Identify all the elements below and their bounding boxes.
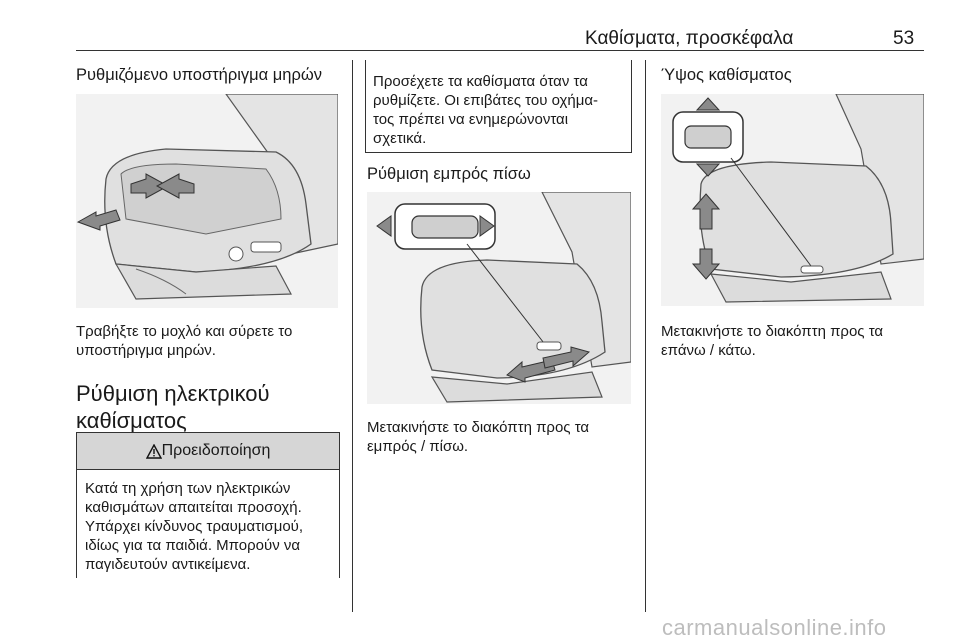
warning-line: παγιδευτούν αντικείμενα. — [85, 556, 251, 573]
caption-line: υποστήριγμα μηρών. — [76, 342, 216, 359]
fore-aft-figure — [367, 192, 631, 404]
thigh-support-heading: Ρυθμιζόμενο υποστήριγμα μηρών — [76, 66, 322, 84]
thigh-support-figure — [76, 94, 338, 308]
caution-line: Προσέχετε τα καθίσματα όταν τα — [373, 73, 588, 90]
warning-line: Κατά τη χρήση των ηλεκτρικών — [85, 480, 291, 497]
warning-text — [77, 470, 339, 574]
column-divider-right — [645, 60, 646, 612]
electric-seat-section-heading — [76, 380, 336, 434]
caution-line: τος πρέπει να ενημερώνονται — [373, 111, 569, 128]
column-divider-left — [352, 60, 353, 612]
warning-box — [76, 432, 340, 578]
thigh-support-caption — [76, 322, 292, 360]
warning-line: Υπάρχει κίνδυνος τραυματισμού, — [85, 518, 304, 535]
caption-line: Τραβήξτε το μοχλό και σύρετε το — [76, 323, 293, 340]
fore-aft-caption — [367, 418, 589, 456]
caption-line: Μετακινήστε το διακόπτη προς τα — [661, 323, 884, 340]
caution-text — [366, 60, 631, 148]
warning-line: ιδίως για τα παιδιά. Μπορούν να — [85, 537, 301, 554]
caution-line: ρυθμίζετε. Οι επιβάτες του οχήμα- — [373, 92, 599, 109]
seat-height-caption — [661, 322, 883, 360]
header-rule — [76, 50, 924, 51]
section-heading-line: Ρύθμιση ηλεκτρικού — [76, 381, 270, 406]
watermark: carmanualsonline.info — [662, 615, 887, 640]
running-header-title: Καθίσματα, προσκέφαλα — [585, 28, 794, 49]
caption-line: εμπρός / πίσω. — [367, 438, 469, 455]
warning-triangle-icon — [146, 444, 162, 459]
warning-title: Προειδοποίηση — [161, 442, 271, 459]
seat-height-heading: Ύψος καθίσματος — [661, 66, 792, 84]
fore-aft-heading: Ρύθμιση εμπρός πίσω — [367, 165, 531, 183]
warning-header — [77, 433, 339, 470]
page-number: 53 — [893, 28, 915, 49]
caption-line: επάνω / κάτω. — [661, 342, 756, 359]
caption-line: Μετακινήστε το διακόπτη προς τα — [367, 419, 590, 436]
caution-box — [365, 60, 632, 153]
caution-line: σχετικά. — [373, 130, 427, 147]
seat-height-figure — [661, 94, 924, 306]
section-heading-line: καθίσματος — [76, 408, 187, 433]
warning-line: καθισμάτων απαιτείται προσοχή. — [85, 499, 302, 516]
